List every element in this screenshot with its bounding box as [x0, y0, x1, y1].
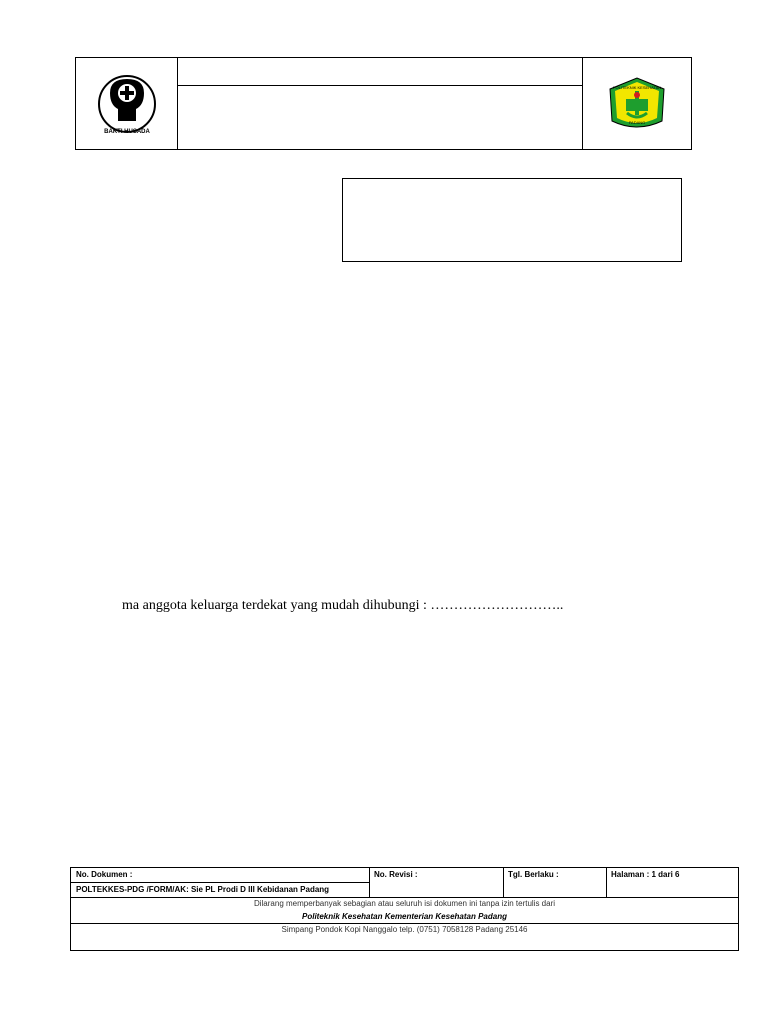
footer-notice-row	[71, 897, 738, 923]
footer-table	[70, 867, 739, 951]
footer-address: Simpang Pondok Kopi Nanggalo telp. (0751) 7058128 Padang 25146	[71, 923, 738, 950]
poltekkes-arc-text: POLITEKNIK KESEHATAN	[612, 84, 662, 90]
family-contact-line: ma anggota keluarga terdekat yang mudah dihubungi : ………………………..	[122, 598, 564, 613]
header-divider	[178, 85, 582, 86]
poltekkes-padang-text: PADANG	[628, 119, 646, 125]
effective-date-label: Tgl. Berlaku :	[503, 868, 606, 897]
bakti-husada-text: BAKTI HUSADA	[103, 128, 150, 135]
doc-number-label: No. Dokumen :	[76, 870, 133, 879]
header-table	[75, 57, 692, 150]
header-title-cell	[178, 58, 583, 149]
poltekkes-padang-logo-icon	[602, 75, 672, 133]
copy-notice: Dilarang memperbanyak sebagian atau seluruh isi dokumen ini tanpa izin tertulis dari	[253, 899, 556, 908]
doc-code: POLTEKKES-PDG /FORM/AK: Sie PL Prodi D III Kebidanan Padang	[71, 882, 369, 897]
institution-name: Politeknik Kesehatan Kementerian Kesehatan Padang	[302, 912, 507, 921]
header-left-cell	[76, 58, 178, 149]
info-box	[342, 178, 682, 262]
page-label: Halaman : 1 dari 6	[606, 868, 738, 897]
bakti-husada-logo-icon	[96, 71, 158, 137]
header-right-cell	[583, 58, 691, 149]
revision-label: No. Revisi :	[369, 868, 503, 897]
